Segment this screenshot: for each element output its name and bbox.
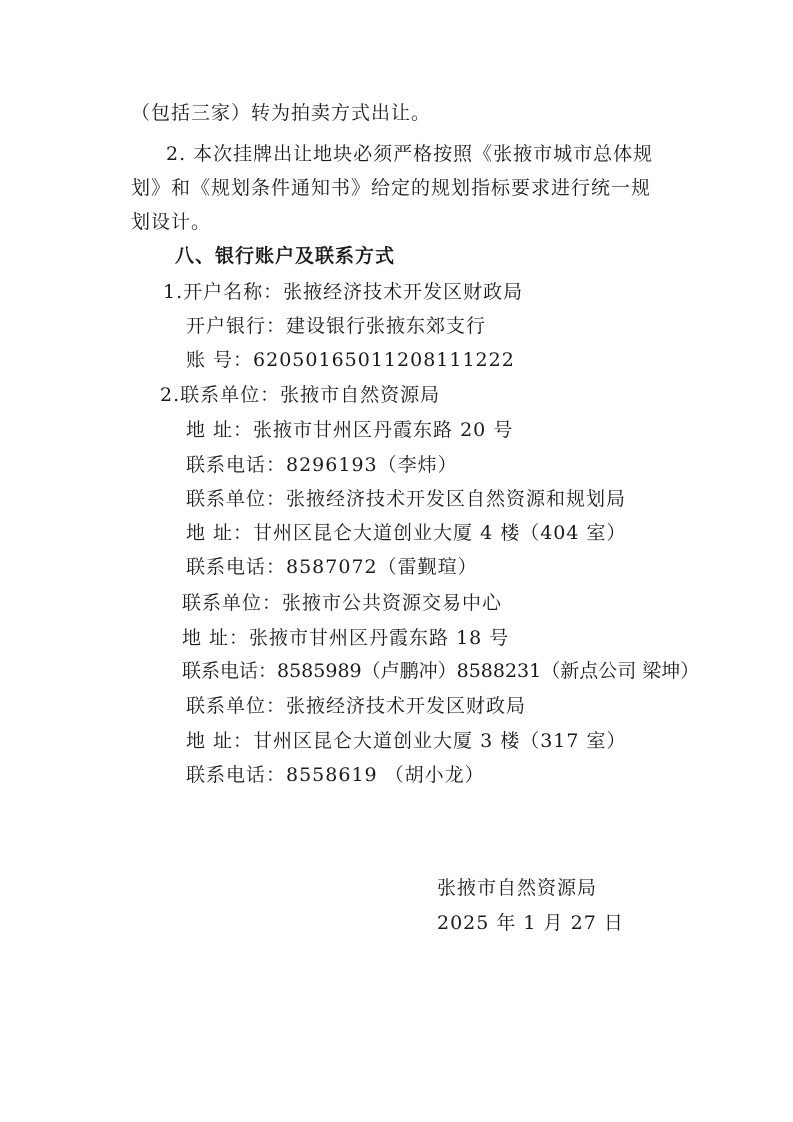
- contact-3-phone: 联系电话：8585989（卢鹏冲）8588231（新点公司 梁坤）: [182, 660, 700, 682]
- contact-4-phone: 联系电话：8558619 （胡小龙）: [186, 764, 485, 786]
- account-name: 1.开户名称：张掖经济技术开发区财政局: [163, 281, 524, 303]
- contact-1-unit: 2.联系单位：张掖市自然资源局: [160, 384, 441, 406]
- account-bank: 开户银行：建设银行张掖东郊支行: [186, 315, 487, 337]
- paragraph-2-line-2: 划》和《规划条件通知书》给定的规划指标要求进行统一规: [131, 177, 652, 199]
- contact-3-unit: 联系单位：张掖市公共资源交易中心: [182, 592, 503, 614]
- section-heading: 八、银行账户及联系方式: [175, 245, 396, 267]
- contact-4-address: 地 址：甘州区昆仑大道创业大厦 3 楼（317 室）: [186, 730, 627, 752]
- paragraph-1-line-1: （包括三家）转为拍卖方式出让。: [131, 102, 432, 124]
- paragraph-2-line-1: 2. 本次挂牌出让地块必须严格按照《张掖市城市总体规: [166, 143, 654, 165]
- account-number: 账 号：62050165011208111222: [186, 349, 515, 371]
- signature-date: 2025 年 1 月 27 日: [437, 912, 624, 934]
- contact-1-phone: 联系电话：8296193（李炜）: [186, 454, 458, 476]
- contact-3-address: 地 址：张掖市甘州区丹霞东路 18 号: [182, 627, 510, 649]
- signature-issuer: 张掖市自然资源局: [437, 877, 598, 899]
- contact-2-phone: 联系电话：8587072（雷觐瑄）: [186, 556, 478, 578]
- contact-2-address: 地 址：甘州区昆仑大道创业大厦 4 楼（404 室）: [186, 522, 627, 544]
- contact-2-unit: 联系单位：张掖经济技术开发区自然资源和规划局: [186, 488, 627, 510]
- contact-4-unit: 联系单位：张掖经济技术开发区财政局: [186, 695, 527, 717]
- paragraph-2-line-3: 划设计。: [131, 211, 212, 233]
- contact-1-address: 地 址：张掖市甘州区丹霞东路 20 号: [186, 419, 514, 441]
